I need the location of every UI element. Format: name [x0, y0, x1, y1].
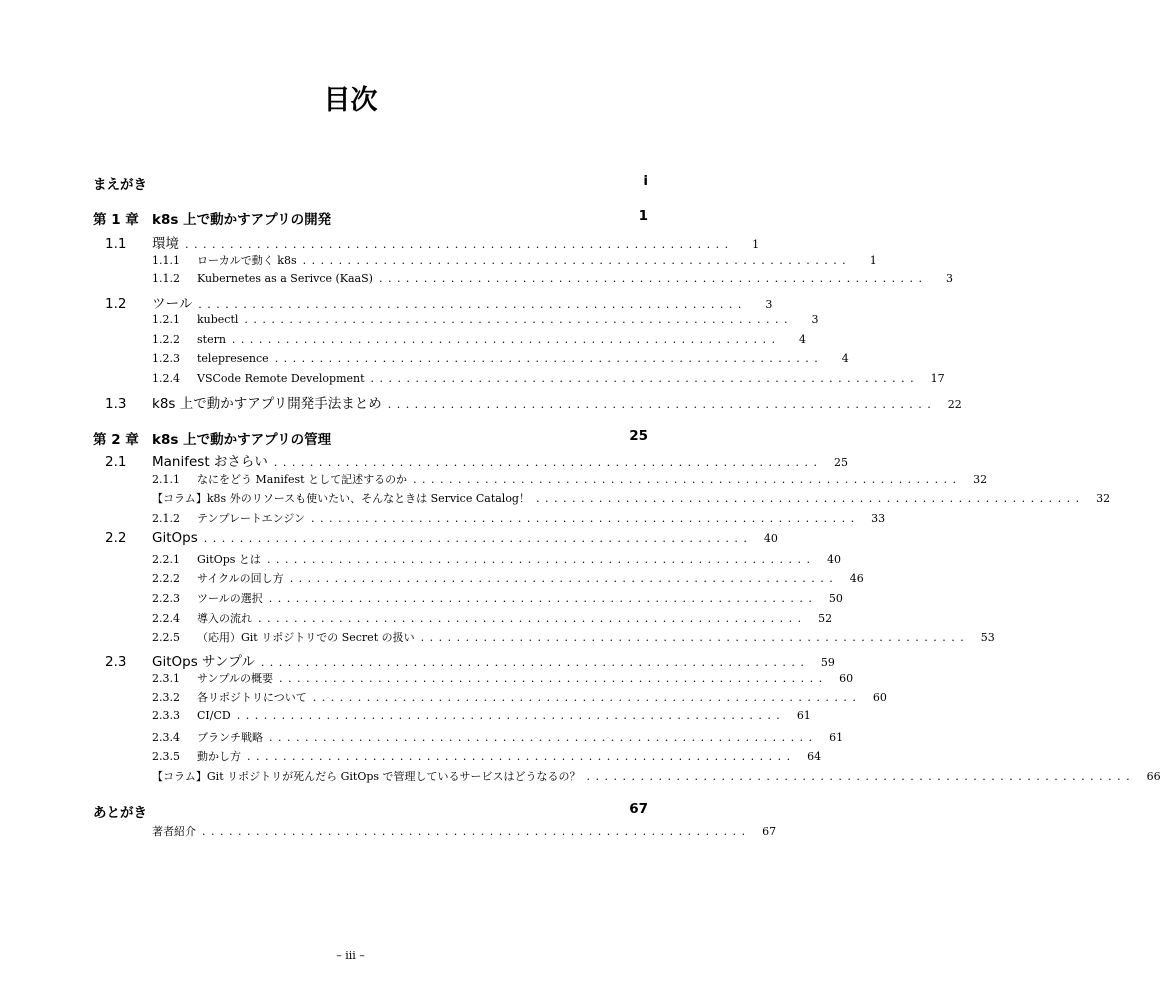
- page-number: 67: [762, 825, 777, 838]
- dot-leader: . . . . . . . . . . . . . . . . . . . . . . . . . . . . . . . . . . . . . . . . . . . . . . . . . . . . . . . . . . . . .: [202, 825, 747, 838]
- toc-entry-subsection[interactable]: [152, 352, 849, 370]
- toc-entry-section[interactable]: [93, 450, 848, 470]
- subsection-title: なにをどう Manifest として記述するのか: [197, 473, 408, 486]
- subsection-title: ブランチ戦略: [197, 731, 263, 744]
- section-title: ツール: [152, 296, 193, 312]
- subsection-title: Kubernetes as a Serivce (KaaS): [197, 272, 373, 285]
- subsection-title: kubectl: [197, 313, 239, 326]
- toc-entry-section[interactable]: [93, 292, 773, 312]
- subsection-number: 2.1.2: [152, 512, 180, 525]
- toc-entry-subsection[interactable]: [152, 272, 954, 290]
- page-number: 60: [872, 691, 887, 704]
- subsection-title: 動かし方: [197, 750, 241, 763]
- subsection-number: 2.3.4: [152, 731, 180, 744]
- toc-entry-subsection[interactable]: [152, 629, 995, 647]
- page-number: 22: [947, 398, 962, 411]
- page-footer-number: – iii –: [336, 949, 365, 962]
- dot-leader: . . . . . . . . . . . . . . . . . . . . . . . . . . . . . . . . . . . . . . . . . . . . . . . . . . . . . . . . . . . . .: [185, 238, 730, 251]
- chapter-title: あとがき: [93, 805, 147, 821]
- toc-entry-subsection[interactable]: [152, 510, 886, 528]
- toc-entry-section[interactable]: [93, 392, 962, 412]
- page-number: 1: [638, 208, 648, 224]
- section-number: 1.1: [105, 236, 127, 252]
- dot-leader: . . . . . . . . . . . . . . . . . . . . . . . . . . . . . . . . . . . . . . . . . . . . . . . . . . . . . . . . . . . . .: [535, 492, 1081, 505]
- toc-entry-afterword[interactable]: [93, 801, 648, 821]
- page-number: 61: [829, 731, 844, 744]
- toc-entry-subsection[interactable]: [152, 748, 822, 766]
- page-number: 3: [811, 313, 819, 326]
- section-title: k8s 上で動かすアプリ開発手法まとめ: [152, 396, 382, 412]
- subsection-number: 2.3.2: [152, 691, 180, 704]
- dot-leader: . . . . . . . . . . . . . . . . . . . . . . . . . . . . . . . . . . . . . . . . . . . . . . . . . . . . . . . . . . . . .: [420, 631, 965, 644]
- subsection-title: テンプレートエンジン: [197, 512, 306, 525]
- dot-leader: . . . . . . . . . . . . . . . . . . . . . . . . . . . . . . . . . . . . . . . . . . . . . . . . . . . . . . . . . . . . .: [370, 372, 915, 385]
- dot-leader: . . . . . . . . . . . . . . . . . . . . . . . . . . . . . . . . . . . . . . . . . . . . . . . . . . . . . . . . . . . . .: [273, 456, 818, 469]
- page-number: 61: [796, 709, 811, 722]
- page-title: 目次: [323, 85, 378, 116]
- toc-entry-subsection[interactable]: [152, 689, 887, 707]
- toc-entry-subsection[interactable]: [152, 372, 945, 390]
- page-number: 25: [834, 456, 848, 469]
- section-number: 2.3: [105, 654, 127, 670]
- section-number: 1.3: [105, 396, 127, 412]
- dot-leader: . . . . . . . . . . . . . . . . . . . . . . . . . . . . . . . . . . . . . . . . . . . . . . . . . . . . . . . . . . . . .: [260, 656, 805, 669]
- dot-leader: . . . . . . . . . . . . . . . . . . . . . . . . . . . . . . . . . . . . . . . . . . . . . . . . . . . . . . . . . . . . .: [279, 672, 824, 685]
- toc-entry-section[interactable]: [93, 650, 835, 670]
- subsection-number: 2.1.1: [152, 473, 180, 486]
- page-number: 53: [980, 631, 995, 644]
- section-title: 環境: [152, 236, 179, 252]
- subsection-title: telepresence: [197, 352, 269, 365]
- dot-leader: . . . . . . . . . . . . . . . . . . . . . . . . . . . . . . . . . . . . . . . . . . . . . . . . . . . . . . . . . . . . .: [198, 298, 743, 311]
- dot-leader: . . . . . . . . . . . . . . . . . . . . . . . . . . . . . . . . . . . . . . . . . . . . . . . . . . . . . . . . . . . . .: [258, 612, 803, 625]
- toc-entry-author-intro[interactable]: [152, 823, 777, 841]
- subsection-title: stern: [197, 333, 226, 346]
- page-number: 59: [820, 656, 835, 669]
- dot-leader: . . . . . . . . . . . . . . . . . . . . . . . . . . . . . . . . . . . . . . . . . . . . . . . . . . . . . . . . . . . . .: [268, 592, 813, 605]
- page-number: 40: [763, 532, 778, 545]
- subsection-title: GitOps とは: [197, 553, 261, 566]
- section-title: GitOps: [152, 530, 198, 546]
- chapter-title: k8s 上で動かすアプリの開発: [152, 212, 332, 228]
- page-number: 64: [807, 750, 822, 763]
- subsection-title: VSCode Remote Development: [197, 372, 365, 385]
- page-number: 60: [839, 672, 854, 685]
- subsection-number: 1.1.2: [152, 272, 180, 285]
- page-number: 1: [869, 254, 877, 267]
- subsection-number: 1.2.2: [152, 333, 180, 346]
- dot-leader: . . . . . . . . . . . . . . . . . . . . . . . . . . . . . . . . . . . . . . . . . . . . . . . . . . . . . . . . . . . . .: [231, 333, 777, 346]
- page-number: 66: [1146, 770, 1161, 783]
- dot-leader: . . . . . . . . . . . . . . . . . . . . . . . . . . . . . . . . . . . . . . . . . . . . . . . . . . . . . . . . . . . . .: [387, 398, 932, 411]
- page-number: 3: [765, 298, 773, 311]
- subsection-number: 2.3.1: [152, 672, 180, 685]
- page-number: 50: [828, 592, 843, 605]
- toc-entry-subsection[interactable]: [152, 333, 807, 351]
- subsection-number: 2.2.4: [152, 612, 180, 625]
- dot-leader: . . . . . . . . . . . . . . . . . . . . . . . . . . . . . . . . . . . . . . . . . . . . . . . . . . . . . . . . . . . . .: [289, 572, 834, 585]
- toc-entry-subsection[interactable]: [152, 313, 819, 331]
- dot-leader: . . . . . . . . . . . . . . . . . . . . . . . . . . . . . . . . . . . . . . . . . . . . . . . . . . . . . . . . . . . . .: [311, 512, 856, 525]
- column-title: 【コラム】k8s 外のリソースも使いたい、そんなときは Service Catalog！: [152, 492, 530, 505]
- page-number: 33: [871, 512, 886, 525]
- dot-leader: . . . . . . . . . . . . . . . . . . . . . . . . . . . . . . . . . . . . . . . . . . . . . . . . . . . . . . . . . . . . .: [247, 750, 792, 763]
- toc-entry-subsection[interactable]: [152, 471, 988, 489]
- dot-leader: . . . . . . . . . . . . . . . . . . . . . . . . . . . . . . . . . . . . . . . . . . . . . . . . . . . . . . . . . . . . .: [244, 313, 789, 326]
- toc-entry-section[interactable]: [93, 530, 778, 550]
- page-number: 3: [946, 272, 954, 285]
- dot-leader: . . . . . . . . . . . . . . . . . . . . . . . . . . . . . . . . . . . . . . . . . . . . . . . . . . . . . . . . . . . . .: [274, 352, 819, 365]
- toc-entry-subsection[interactable]: [152, 551, 842, 569]
- subsection-number: 2.2.3: [152, 592, 180, 605]
- subsection-title: サンプルの概要: [197, 672, 274, 685]
- subsection-number: 2.2.2: [152, 572, 180, 585]
- dot-leader: . . . . . . . . . . . . . . . . . . . . . . . . . . . . . . . . . . . . . . . . . . . . . . . . . . . . . . . . . . . . .: [378, 272, 924, 285]
- chapter-number: 第 2 章: [93, 432, 139, 448]
- dot-leader: . . . . . . . . . . . . . . . . . . . . . . . . . . . . . . . . . . . . . . . . . . . . . . . . . . . . . . . . . . . . .: [236, 709, 781, 722]
- page-number: 52: [818, 612, 833, 625]
- dot-leader: . . . . . . . . . . . . . . . . . . . . . . . . . . . . . . . . . . . . . . . . . . . . . . . . . . . . . . . . . . . . .: [269, 731, 814, 744]
- subsection-title: 各リポジトリについて: [197, 691, 307, 704]
- toc-entry-subsection[interactable]: [152, 709, 811, 727]
- toc-entry-chapter-1[interactable]: [93, 208, 648, 228]
- toc-entry-subsection[interactable]: [152, 590, 843, 608]
- page-number: 40: [827, 553, 842, 566]
- page-number: 46: [849, 572, 864, 585]
- page-number: 1: [752, 238, 760, 251]
- toc-entry-subsection[interactable]: [152, 670, 854, 688]
- page-number: 32: [973, 473, 988, 486]
- section-number: 2.2: [105, 530, 127, 546]
- dot-leader: . . . . . . . . . . . . . . . . . . . . . . . . . . . . . . . . . . . . . . . . . . . . . . . . . . . . . . . . . . . . .: [586, 770, 1131, 783]
- toc-entry-preface[interactable]: [93, 173, 648, 193]
- toc-entry-subsection[interactable]: [152, 252, 877, 270]
- dot-leader: . . . . . . . . . . . . . . . . . . . . . . . . . . . . . . . . . . . . . . . . . . . . . . . . . . . . . . . . . . . . .: [302, 254, 847, 267]
- section-number: 2.1: [105, 454, 127, 470]
- subsection-title: 著者紹介: [152, 825, 196, 838]
- subsection-title: （応用）Git リポジトリでの Secret の扱い: [197, 631, 415, 644]
- dot-leader: . . . . . . . . . . . . . . . . . . . . . . . . . . . . . . . . . . . . . . . . . . . . . . . . . . . . . . . . . . . . .: [413, 473, 958, 486]
- chapter-title: まえがき: [93, 177, 147, 193]
- subsection-number: 2.3.3: [152, 709, 180, 722]
- page-number: i: [643, 173, 648, 189]
- toc-entry-subsection[interactable]: [152, 729, 844, 747]
- toc-entry-subsection[interactable]: [152, 570, 864, 588]
- dot-leader: . . . . . . . . . . . . . . . . . . . . . . . . . . . . . . . . . . . . . . . . . . . . . . . . . . . . . . . . . . . . .: [266, 553, 812, 566]
- page-number: 4: [841, 352, 849, 365]
- toc-entry-section[interactable]: [93, 232, 760, 252]
- subsection-title: CI/CD: [197, 709, 231, 722]
- page-number: 32: [1096, 492, 1111, 505]
- subsection-number: 1.2.3: [152, 352, 180, 365]
- chapter-title: k8s 上で動かすアプリの管理: [152, 432, 332, 448]
- subsection-number: 1.2.4: [152, 372, 180, 385]
- subsection-title: 導入の流れ: [197, 612, 252, 625]
- section-title: GitOps サンプル: [152, 654, 255, 670]
- subsection-number: 1.2.1: [152, 313, 180, 326]
- section-title: Manifest おさらい: [152, 454, 268, 470]
- toc-entry-chapter-2[interactable]: [93, 428, 648, 448]
- subsection-title: サイクルの回し方: [197, 572, 284, 585]
- dot-leader: . . . . . . . . . . . . . . . . . . . . . . . . . . . . . . . . . . . . . . . . . . . . . . . . . . . . . . . . . . . . .: [203, 532, 748, 545]
- page-number: 4: [799, 333, 807, 346]
- toc-entry-column[interactable]: [152, 490, 1111, 508]
- chapter-number: 第 1 章: [93, 212, 139, 228]
- section-number: 1.2: [105, 296, 127, 312]
- subsection-number: 2.2.5: [152, 631, 180, 644]
- page-number: 67: [629, 801, 648, 817]
- toc-entry-subsection[interactable]: [152, 610, 833, 628]
- subsection-title: ローカルで動く k8s: [197, 254, 297, 267]
- subsection-number: 1.1.1: [152, 254, 180, 267]
- subsection-number: 2.3.5: [152, 750, 180, 763]
- column-title: 【コラム】Git リポジトリが死んだら GitOps で管理しているサービスはどうなるの？: [152, 770, 581, 783]
- subsection-number: 2.2.1: [152, 553, 180, 566]
- page-number: 17: [930, 372, 945, 385]
- dot-leader: . . . . . . . . . . . . . . . . . . . . . . . . . . . . . . . . . . . . . . . . . . . . . . . . . . . . . . . . . . . . .: [312, 691, 857, 704]
- toc-entry-column[interactable]: [152, 768, 1161, 786]
- page-number: 25: [629, 428, 648, 444]
- subsection-title: ツールの選択: [197, 592, 263, 605]
